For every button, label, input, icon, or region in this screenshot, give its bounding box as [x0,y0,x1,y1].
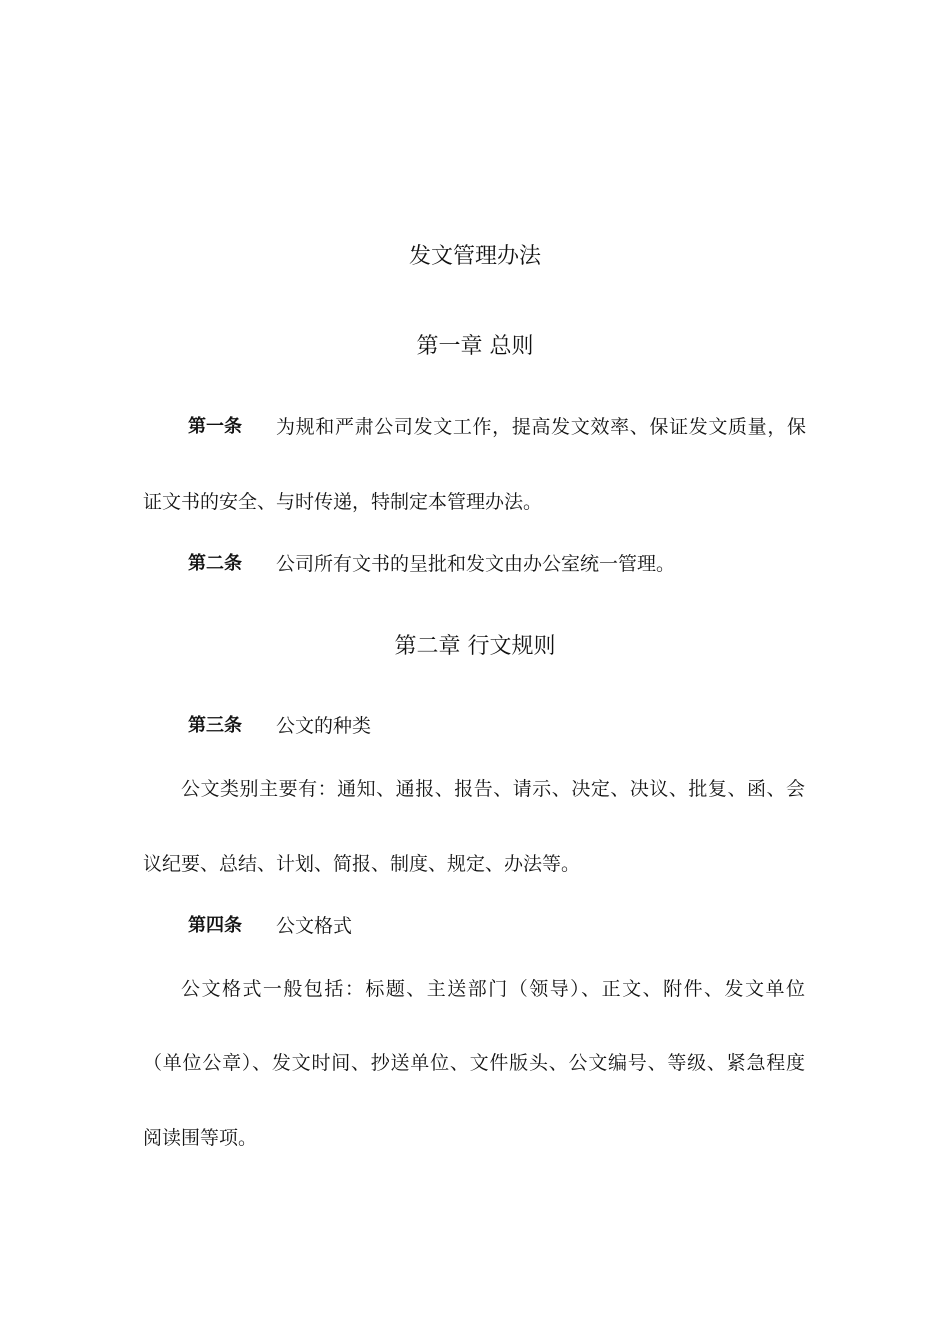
article-2-text: 公司所有文书的呈批和发文由办公室统一管理。 [276,553,676,575]
article-1-text-line-1: 为规和严肃公司发文工作，提高发文效率、保证发文质量，保 [276,416,806,438]
chapter-1-heading: 第一章 总则 [416,334,534,359]
article-2-label: 第二条 [188,553,242,574]
article-4-heading: 公文格式 [276,915,353,937]
article-1-text-line-2: 证文书的安全、与时传递，特制定本管理办法。 [143,491,543,513]
article-3-label: 第三条 [188,715,242,736]
article-1-label: 第一条 [188,416,242,437]
document-title: 发文管理办法 [408,244,541,269]
article-4-text-line-2: （单位公章）、发文时间、抄送单位、文件版头、公文编号、等级、紧急程度 [143,1052,805,1074]
article-3-text-line-2: 议纪要、总结、计划、简报、制度、规定、办法等。 [143,853,581,875]
chapter-2-heading: 第二章 行文规则 [394,634,556,659]
article-3-text-line-1: 公文类别主要有：通知、通报、报告、请示、决定、决议、批复、函、会 [181,778,805,800]
article-4-label: 第四条 [188,915,242,936]
article-4-text-line-3: 阅读围等项。 [143,1127,258,1149]
article-4-text-line-1: 公文格式一般包括：标题、主送部门（领导）、正文、附件、发文单位 [181,978,805,1000]
article-3-heading: 公文的种类 [276,715,372,737]
